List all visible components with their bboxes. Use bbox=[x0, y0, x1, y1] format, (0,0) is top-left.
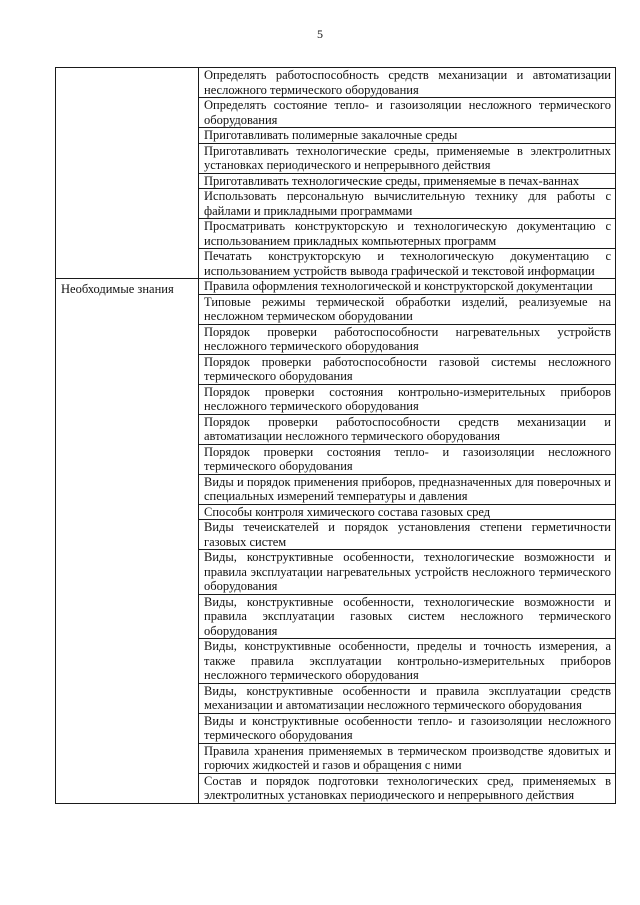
item-list bbox=[199, 279, 615, 803]
list-item: Способы контроля химического состава газовых сред bbox=[199, 505, 615, 521]
list-item: Приготавливать полимерные закалочные среды bbox=[199, 128, 615, 144]
item-list bbox=[199, 68, 615, 278]
list-item: Виды течеискателей и порядок установления степени герметичности газовых систем bbox=[199, 520, 615, 550]
list-item: Порядок проверки работоспособности газовой системы несложного термического оборудования bbox=[199, 355, 615, 385]
list-item: Виды, конструктивные особенности и правила эксплуатации средств механизации и автоматизации несложного термического оборудования bbox=[199, 684, 615, 714]
list-item: Приготавливать технологические среды, применяемые в электролитных установках периодического и непрерывного действия bbox=[199, 144, 615, 174]
list-item: Правила оформления технологической и конструкторской документации bbox=[199, 279, 615, 295]
list-item: Виды, конструктивные особенности, технологические возможности и правила эксплуатации нагревательных устройств несложного термического оборудования bbox=[199, 550, 615, 595]
row-label-cell bbox=[56, 68, 199, 279]
list-item: Приготавливать технологические среды, применяемые в печах-ваннах bbox=[199, 174, 615, 190]
list-item: Порядок проверки работоспособности средств механизации и автоматизации несложного термического оборудования bbox=[199, 415, 615, 445]
list-item: Виды, конструктивные особенности, пределы и точность измерения, а также правила эксплуатации контрольно-измерительных приборов несложного термического оборудования bbox=[199, 639, 615, 684]
list-item: Порядок проверки состояния контрольно-измерительных приборов несложного термического оборудования bbox=[199, 385, 615, 415]
list-item: Виды и порядок применения приборов, предназначенных для поверочных и специальных измерений температуры и давления bbox=[199, 475, 615, 505]
section-label: Необходимые знания bbox=[61, 282, 174, 296]
list-item: Виды, конструктивные особенности, технологические возможности и правила эксплуатации газовых систем несложного термического оборудования bbox=[199, 595, 615, 640]
list-item: Порядок проверки состояния тепло- и газоизоляции несложного термического оборудования bbox=[199, 445, 615, 475]
table-body bbox=[56, 68, 616, 804]
list-item: Виды и конструктивные особенности тепло- и газоизоляции несложного термического оборудования bbox=[199, 714, 615, 744]
list-item: Правила хранения применяемых в термическом производстве ядовитых и горючих жидкостей и газов и обращения с ними bbox=[199, 744, 615, 774]
competency-table bbox=[55, 67, 616, 804]
list-item: Просматривать конструкторскую и технологическую документацию с использованием прикладных компьютерных программ bbox=[199, 219, 615, 249]
list-item: Порядок проверки работоспособности нагревательных устройств несложного термического оборудования bbox=[199, 325, 615, 355]
page-number: 5 bbox=[317, 27, 323, 41]
table-row bbox=[56, 279, 616, 804]
list-item: Печатать конструкторскую и технологическую документацию с использованием устройств вывода графической и текстовой информации bbox=[204, 249, 611, 278]
list-item: Определять работоспособность средств механизации и автоматизации несложного термического оборудования bbox=[199, 68, 615, 98]
section-label bbox=[56, 68, 198, 71]
row-items-cell bbox=[199, 279, 616, 804]
list-item: Состав и порядок подготовки технологических сред, применяемых в электролитных установках периодического и непрерывного действия bbox=[204, 773, 611, 802]
row-items-cell bbox=[199, 68, 616, 279]
row-label-cell bbox=[56, 279, 199, 804]
list-item: Типовые режимы термической обработки изделий, реализуемые на несложном термическом оборудовании bbox=[199, 295, 615, 325]
list-item: Использовать персональную вычислительную технику для работы с файлами и прикладными программами bbox=[199, 189, 615, 219]
table-row bbox=[56, 68, 616, 279]
list-item: Определять состояние тепло- и газоизоляции несложного термического оборудования bbox=[199, 98, 615, 128]
